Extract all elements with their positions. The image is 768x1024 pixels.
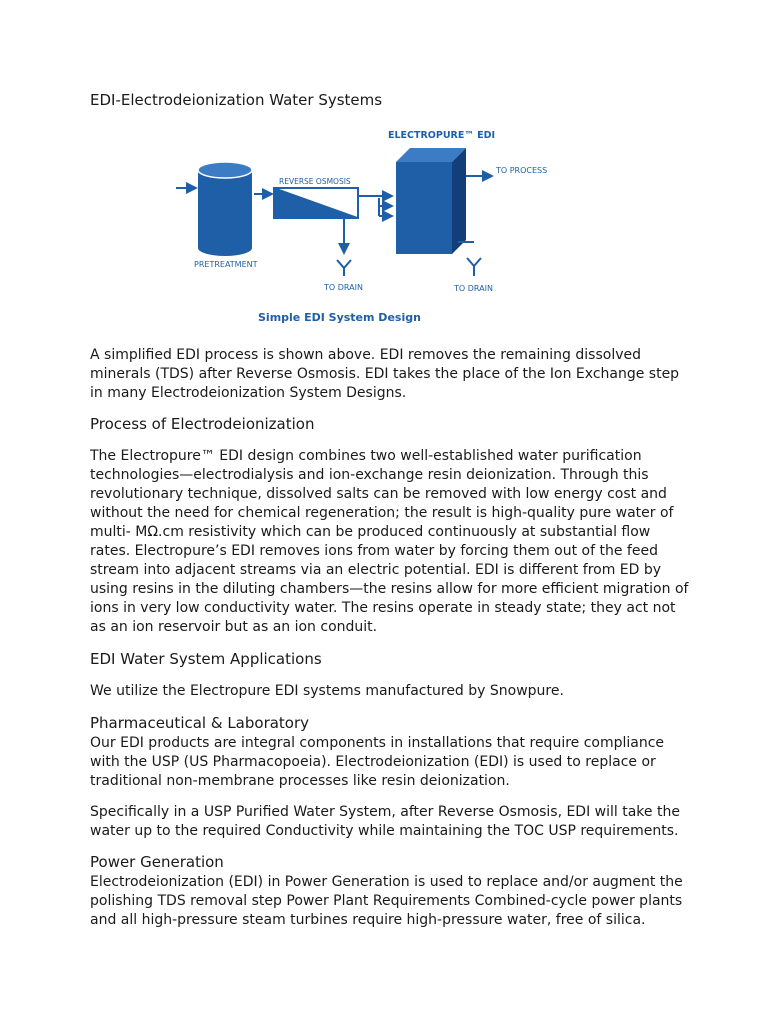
intro-paragraph: A simplified EDI process is shown above. EDI removes the remaining dissolved minerals (TDS) after Reverse Osmosis. EDI takes the place of the Ion Exchange step in many Electrodeionization System Designs. — [90, 347, 680, 401]
to-drain-label-2: TO DRAIN — [454, 284, 493, 293]
applications-heading: EDI Water System Applications — [90, 650, 322, 668]
page-title: EDI-Electrodeionization Water Systems — [90, 91, 383, 109]
process-paragraph: The Electropure™ EDI design combines two well-established water purification technologies—electrodialysis and ion-exchange resin deionization. Through this revolutionary technique, dissolved salts can be removed with low energy cost and without the need for chemical regeneration; the result is high-quality pure water of multi- MΩ.cm resistivity which can be produced continuously at substantial flow rates. Electropure’s EDI removes ions from water by forcing them out of the feed stream into adjacent streams via an electric potential. EDI is different from ED by using resins in the diluting chambers—the resins allow for more efficient migration of ions in very low conductivity water. The resins operate in steady state; they act not as an ion reservoir but as an ion conduit. — [90, 448, 689, 635]
electropure-edi-label: ELECTROPURE™ EDI — [388, 130, 496, 141]
ro-drain-icon — [337, 260, 351, 276]
reverse-osmosis-label: REVERSE OSMOSIS — [279, 177, 351, 186]
diagram-caption: Simple EDI System Design — [258, 311, 421, 324]
pharma-paragraph-2: Specifically in a USP Purified Water System, after Reverse Osmosis, EDI will take the water up to the required Conductivity while maintaining the TOC USP requirements. — [90, 804, 680, 839]
reverse-osmosis-unit-icon — [274, 188, 358, 218]
edi-module-icon — [396, 148, 466, 254]
power-heading: Power Generation — [90, 853, 224, 871]
process-heading: Process of Electrodeionization — [90, 415, 315, 433]
edi-drain-icon — [467, 258, 481, 276]
applications-paragraph: We utilize the Electropure EDI systems manufactured by Snowpure. — [90, 683, 564, 699]
edi-system-diagram — [174, 118, 594, 333]
to-drain-label-1: TO DRAIN — [324, 283, 363, 292]
power-paragraph: Electrodeionization (EDI) in Power Generation is used to replace and/or augment the polishing TDS removal step Power Plant Requirements Combined-cycle power plants and all high-pressure steam turbines require high-pressure water, free of silica. — [90, 874, 683, 928]
pretreatment-label: PRETREATMENT — [194, 260, 258, 269]
pharma-paragraph-1: Our EDI products are integral components in installations that require compliance with the USP (US Pharmacopoeia). Electrodeionization (EDI) is used to replace or traditional non-membrane processes like resin deionization. — [90, 735, 665, 789]
pretreatment-tank-icon — [198, 162, 252, 256]
to-process-label: TO PROCESS — [496, 166, 548, 175]
pharma-heading: Pharmaceutical & Laboratory — [90, 714, 310, 732]
